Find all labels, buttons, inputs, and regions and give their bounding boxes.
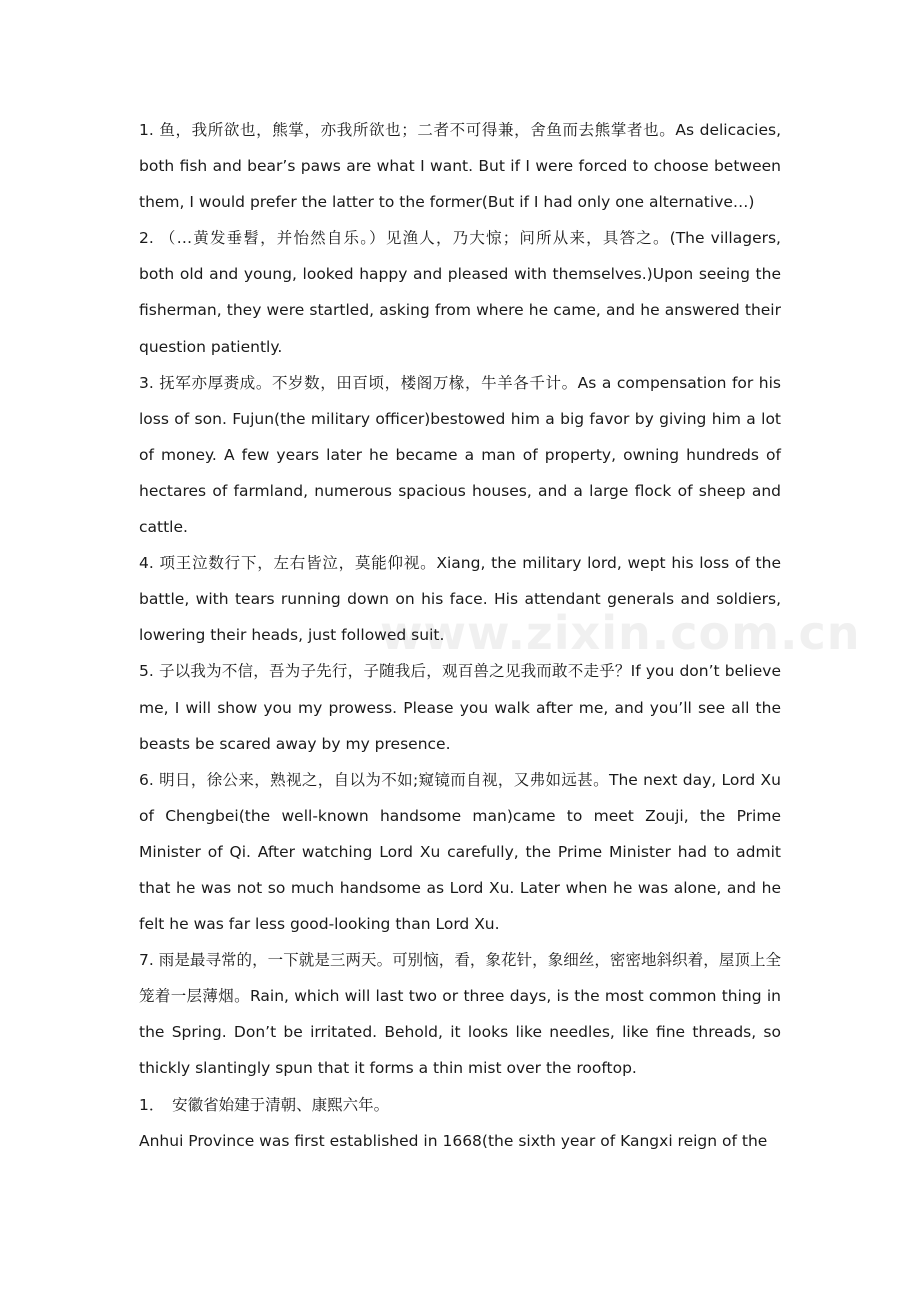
paragraph-3: 3. 抚军亦厚赉成。不岁数，田百顷，楼阁万椽，牛羊各千计。As a compensation for his loss of son. Fujun(the military officer)bestowed him a big favor by giving him a lot of money. A few years later he became a man of property, owning hundreds of hectares of farmland, numerous spacious houses, and a large flock of sheep and cattle. xyxy=(139,373,781,537)
paragraph-9: Anhui Province was first established in 1668(the sixth year of Kangxi reign of the xyxy=(139,1131,768,1150)
paragraph-1: 1. 鱼，我所欲也，熊掌，亦我所欲也；二者不可得兼，舍鱼而去熊掌者也。As delicacies, both fish and bear’s paws are what I want. But if I were forced to choose between them, I would prefer the latter to the former(But if I had only one alternative…) xyxy=(139,121,781,212)
paragraph-8-heading: 1． 安徽省始建于清朝、康熙六年。 xyxy=(139,1095,390,1114)
paragraph-4: 4. 项王泣数行下，左右皆泣，莫能仰视。Xiang, the military lord, wept his loss of the battle, with tears running down on his face. His attendant generals and soldiers, lowering their heads, just followed suit. xyxy=(139,554,781,645)
watermark: www.zixin.com.cn xyxy=(380,606,861,660)
paragraph-5: 5. 子以我为不信，吾为子先行，子随我后，观百兽之见我而敢不走乎？If you don’t believe me, I will show you my prowess. Please you walk after me, and you’ll see all the beasts be scared away by my presence. xyxy=(139,662,781,753)
paragraph-2: 2. （…黄发垂髫，并怡然自乐。）见渔人，乃大惊；问所从来，具答之。(The villagers, both old and young, looked happy and pleased with themselves.)Upon seeing the fisherman, they were startled, asking from where he came, and he answered their question patiently. xyxy=(139,229,781,356)
paragraph-7: 7. 雨是最寻常的，一下就是三两天。可别恼，看，象花针，象细丝，密密地斜织着，屋顶上全笼着一层薄烟。Rain, which will last two or three days, is the most common thing in the Spring. Don’t be irritated. Behold, it looks like needles, like fine threads, so thickly slantingly spun that it forms a thin mist over the rooftop. xyxy=(139,951,781,1078)
paragraph-6: 6. 明日，徐公来，熟视之，自以为不如;窥镜而自视，又弗如远甚。The next day, Lord Xu of Chengbei(the well-known handsome man)came to meet Zouji, the Prime Minister of Qi. After watching Lord Xu carefully, the Prime Minister had to admit that he was not so much handsome as Lord Xu. Later when he was alone, and he felt he was far less good-looking than Lord Xu. xyxy=(139,770,781,934)
document-body xyxy=(139,112,781,1159)
